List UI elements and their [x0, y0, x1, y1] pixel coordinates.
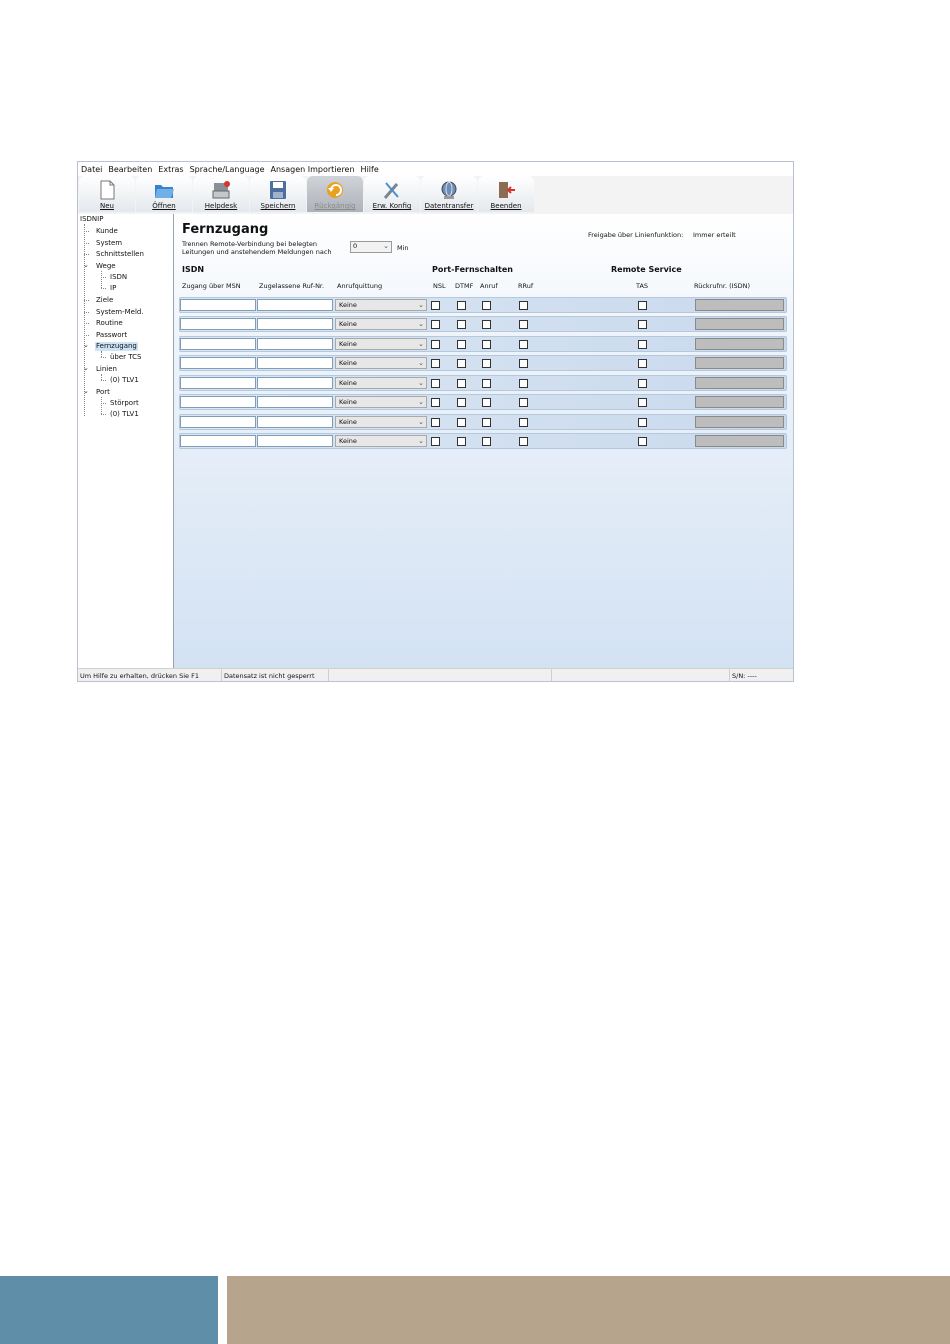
save-button[interactable] — [250, 176, 306, 212]
msn-input[interactable] — [180, 299, 256, 311]
anrufquittung-value: Keine — [339, 418, 357, 426]
helpdesk-button[interactable] — [193, 176, 249, 212]
tree-branch — [101, 357, 106, 358]
menu-bar — [78, 162, 793, 176]
tree-item-system[interactable]: System — [96, 239, 123, 247]
menu-hilfe[interactable]: Hilfe — [360, 164, 379, 174]
ruf-nr-input[interactable] — [257, 396, 333, 408]
anrufquittung-select[interactable] — [335, 377, 427, 389]
menu-extras[interactable]: Extras — [158, 164, 184, 174]
rruf-checkbox[interactable] — [519, 437, 528, 446]
column-header-anruf: Anruf — [480, 282, 498, 290]
exit-button-label: Beenden — [490, 202, 522, 210]
anrufquittung-value: Keine — [339, 437, 357, 445]
menu-datei[interactable]: Datei — [81, 164, 103, 174]
nsl-checkbox[interactable] — [431, 398, 440, 407]
tas-checkbox[interactable] — [638, 359, 647, 368]
tree-item-ueber-tcs[interactable]: über TCS — [110, 353, 142, 361]
anrufquittung-select[interactable] — [335, 435, 427, 447]
helpdesk-button-label: Helpdesk — [204, 202, 238, 210]
status-help-text: Um Hilfe zu erhalten, drücken Sie F1 — [78, 669, 222, 682]
tree-branch — [84, 312, 89, 313]
ruf-nr-input[interactable] — [257, 435, 333, 447]
tree-line — [101, 397, 102, 414]
tree-branch — [101, 288, 106, 289]
nsl-checkbox[interactable] — [431, 301, 440, 310]
tree-branch — [101, 380, 106, 381]
save-button-label: Speichern — [260, 202, 296, 210]
menu-bearbeiten[interactable]: Bearbeiten — [108, 164, 153, 174]
chevron-down-icon: ⌄ — [418, 340, 424, 348]
anrufquittung-select[interactable] — [335, 416, 427, 428]
anrufquittung-value: Keine — [339, 379, 357, 387]
tas-checkbox[interactable] — [638, 398, 647, 407]
msn-input[interactable] — [180, 416, 256, 428]
column-header-msn: Zugang über MSN — [182, 282, 241, 290]
tree-branch — [84, 243, 89, 244]
tree-item-stoerport[interactable]: Störport — [110, 399, 139, 407]
tree-root-isdnip[interactable]: ISDNIP — [80, 215, 104, 223]
toolbar — [78, 176, 793, 214]
tree-item-linien[interactable]: Linien — [96, 365, 117, 373]
rueckrufnr-field — [695, 299, 784, 311]
menu-ansagen-importieren[interactable]: Ansagen Importieren — [270, 164, 355, 174]
tree-item-port[interactable]: Port — [96, 388, 110, 396]
msn-input[interactable] — [180, 318, 256, 330]
anrufquittung-select[interactable] — [335, 338, 427, 350]
minutes-unit-label: Min — [397, 244, 409, 252]
msn-input[interactable] — [180, 338, 256, 350]
column-header-rueckrufnr: Rückrufnr. (ISDN) — [694, 282, 751, 290]
ruf-nr-input[interactable] — [257, 377, 333, 389]
tree-branch — [84, 254, 89, 255]
chevron-down-icon: ⌄ — [418, 320, 424, 328]
footer-band-blue — [0, 1276, 218, 1344]
tree-item-routine[interactable]: Routine — [96, 319, 123, 327]
tree-item-wege[interactable]: Wege — [96, 262, 116, 270]
tas-checkbox[interactable] — [638, 320, 647, 329]
new-button[interactable] — [79, 176, 135, 212]
helpdesk-icon — [210, 180, 232, 200]
ruf-nr-input[interactable] — [257, 416, 333, 428]
tree-branch — [84, 323, 89, 324]
tree-branch — [101, 277, 106, 278]
chevron-down-icon[interactable]: ⌄ — [83, 341, 89, 349]
chevron-down-icon: ⌄ — [418, 379, 424, 387]
anruf-checkbox[interactable] — [482, 437, 491, 446]
table-row — [179, 394, 787, 410]
section-remote-service: Remote Service — [611, 265, 682, 274]
undo-icon — [324, 180, 346, 200]
ruf-nr-input[interactable] — [257, 338, 333, 350]
ruf-nr-input[interactable] — [257, 299, 333, 311]
msn-input[interactable] — [180, 435, 256, 447]
tree-item-system-meld[interactable]: System-Meld. — [96, 308, 144, 316]
extended-config-button-label: Erw. Konfig — [372, 202, 412, 210]
status-empty-1 — [329, 669, 552, 682]
tree-branch — [101, 414, 106, 415]
section-port-fernschalten: Port-Fernschalten — [432, 265, 513, 274]
rruf-checkbox[interactable] — [519, 359, 528, 368]
chevron-down-icon[interactable]: ⌄ — [83, 364, 89, 372]
anruf-checkbox[interactable] — [482, 359, 491, 368]
section-isdn: ISDN — [182, 265, 205, 274]
rruf-checkbox[interactable] — [519, 320, 528, 329]
anrufquittung-value: Keine — [339, 359, 357, 367]
open-folder-icon — [153, 180, 175, 200]
anruf-checkbox[interactable] — [482, 398, 491, 407]
nsl-checkbox[interactable] — [431, 359, 440, 368]
extended-config-button[interactable] — [364, 176, 420, 212]
chevron-down-icon[interactable]: ⌄ — [83, 387, 89, 395]
tree-item-ip[interactable]: IP — [110, 284, 117, 292]
dtmf-checkbox[interactable] — [457, 398, 466, 407]
disconnect-description — [182, 240, 352, 256]
tree-branch — [101, 403, 106, 404]
rueckrufnr-field — [695, 318, 784, 330]
tree-branch — [84, 335, 89, 336]
tools-icon — [381, 180, 403, 200]
datatransfer-button[interactable] — [421, 176, 477, 212]
chevron-down-icon: ⌄ — [383, 242, 389, 250]
footer-band-tan — [227, 1276, 950, 1344]
tree-item-linien-tlv1[interactable]: (0) TLV1 — [110, 376, 139, 384]
dtmf-checkbox[interactable] — [457, 379, 466, 388]
rruf-checkbox[interactable] — [519, 398, 528, 407]
rruf-checkbox[interactable] — [519, 301, 528, 310]
disconnect-text-line-2: Leitungen und anstehendem Meldungen nach — [182, 248, 332, 256]
tas-checkbox[interactable] — [638, 340, 647, 349]
rueckrufnr-field — [695, 416, 784, 428]
table-row — [179, 336, 787, 352]
ruf-nr-input[interactable] — [257, 318, 333, 330]
nsl-checkbox[interactable] — [431, 340, 440, 349]
disconnect-minutes-select[interactable] — [350, 241, 392, 253]
anrufquittung-select[interactable] — [335, 318, 427, 330]
anruf-checkbox[interactable] — [482, 418, 491, 427]
page-title: Fernzugang — [182, 222, 269, 237]
rueckrufnr-field — [695, 357, 784, 369]
table-row — [179, 375, 787, 391]
table-row — [179, 297, 787, 313]
tree-item-isdn[interactable]: ISDN — [110, 273, 128, 281]
tree-item-schnittstellen[interactable]: Schnittstellen — [96, 250, 144, 258]
disconnect-text-line-1: Trennen Remote-Verbindung bei belegten — [182, 240, 317, 248]
tas-checkbox[interactable] — [638, 418, 647, 427]
tree-item-fernzugang[interactable]: Fernzugang — [96, 342, 137, 350]
dtmf-checkbox[interactable] — [457, 340, 466, 349]
table-row — [179, 414, 787, 430]
column-header-tas: TAS — [636, 282, 649, 290]
save-icon — [267, 180, 289, 200]
freigabe-label: Freigabe über Linienfunktion: — [588, 231, 684, 239]
anrufquittung-value: Keine — [339, 320, 357, 328]
msn-input[interactable] — [180, 357, 256, 369]
tas-checkbox[interactable] — [638, 437, 647, 446]
tree-item-passwort[interactable]: Passwort — [96, 331, 128, 339]
column-header-rruf: RRuf — [518, 282, 534, 290]
nsl-checkbox[interactable] — [431, 320, 440, 329]
rueckrufnr-field — [695, 338, 784, 350]
tree-line — [101, 271, 102, 288]
chevron-down-icon: ⌄ — [418, 418, 424, 426]
datatransfer-icon — [438, 180, 460, 200]
fernzugang-panel — [174, 214, 794, 668]
nsl-checkbox[interactable] — [431, 437, 440, 446]
tree-item-port-tlv1[interactable]: (0) TLV1 — [110, 410, 139, 418]
chevron-down-icon: ⌄ — [418, 359, 424, 367]
table-row — [179, 433, 787, 449]
anrufquittung-value: Keine — [339, 301, 357, 309]
rueckrufnr-field — [695, 377, 784, 389]
tree-branch — [84, 231, 89, 232]
msn-input[interactable] — [180, 396, 256, 408]
exit-button[interactable] — [478, 176, 534, 212]
dtmf-checkbox[interactable] — [457, 359, 466, 368]
anruf-checkbox[interactable] — [482, 301, 491, 310]
chevron-down-icon: ⌄ — [418, 398, 424, 406]
tree-item-kunde[interactable]: Kunde — [96, 227, 118, 235]
table-row — [179, 355, 787, 371]
column-header-anrufquittung: Anrufquittung — [337, 282, 383, 290]
dtmf-checkbox[interactable] — [457, 301, 466, 310]
column-header-dtmf: DTMF — [455, 282, 474, 290]
column-header-nsl: NSL — [433, 282, 446, 290]
dtmf-checkbox[interactable] — [457, 320, 466, 329]
exit-icon — [495, 180, 517, 200]
anrufquittung-select[interactable] — [335, 357, 427, 369]
anruf-checkbox[interactable] — [482, 320, 491, 329]
menu-sprache[interactable]: Sprache/Language — [189, 164, 265, 174]
dtmf-checkbox[interactable] — [457, 418, 466, 427]
freigabe-value: Immer erteilt — [693, 231, 736, 239]
chevron-down-icon[interactable]: ⌄ — [83, 261, 89, 269]
open-button[interactable] — [136, 176, 192, 212]
status-empty-2 — [552, 669, 730, 682]
anrufquittung-select[interactable] — [335, 299, 427, 311]
anrufquittung-value: Keine — [339, 340, 357, 348]
open-button-label: Öffnen — [152, 202, 176, 210]
rruf-checkbox[interactable] — [519, 418, 528, 427]
table-row — [179, 316, 787, 332]
new-button-label: Neu — [100, 202, 114, 210]
status-serial-number: S/N: ---- — [732, 672, 757, 680]
chevron-down-icon: ⌄ — [418, 437, 424, 445]
status-lock-text: Datensatz ist nicht gesperrt — [222, 669, 329, 682]
tree-item-ziele[interactable]: Ziele — [96, 296, 114, 304]
nsl-checkbox[interactable] — [431, 379, 440, 388]
msn-input[interactable] — [180, 377, 256, 389]
chevron-down-icon: ⌄ — [418, 301, 424, 309]
anrufquittung-select[interactable] — [335, 396, 427, 408]
anrufquittung-value: Keine — [339, 398, 357, 406]
rruf-checkbox[interactable] — [519, 379, 528, 388]
navigation-tree — [78, 214, 174, 668]
tas-checkbox[interactable] — [638, 301, 647, 310]
column-header-ruf-nr: Zugelassene Ruf-Nr. — [259, 282, 325, 290]
application-window — [77, 161, 794, 682]
rueckrufnr-field — [695, 396, 784, 408]
rruf-checkbox[interactable] — [519, 340, 528, 349]
status-bar — [78, 668, 793, 682]
datatransfer-button-label: Datentransfer — [424, 202, 474, 210]
new-document-icon — [96, 180, 118, 200]
nsl-checkbox[interactable] — [431, 418, 440, 427]
undo-button[interactable] — [307, 176, 363, 212]
tree-branch — [84, 300, 89, 301]
undo-button-label: Rückgängig — [314, 202, 356, 210]
ruf-nr-input[interactable] — [257, 357, 333, 369]
dtmf-checkbox[interactable] — [457, 437, 466, 446]
tas-checkbox[interactable] — [638, 379, 647, 388]
rueckrufnr-field — [695, 435, 784, 447]
disconnect-minutes-value: 0 — [353, 242, 358, 250]
anruf-checkbox[interactable] — [482, 379, 491, 388]
anruf-checkbox[interactable] — [482, 340, 491, 349]
